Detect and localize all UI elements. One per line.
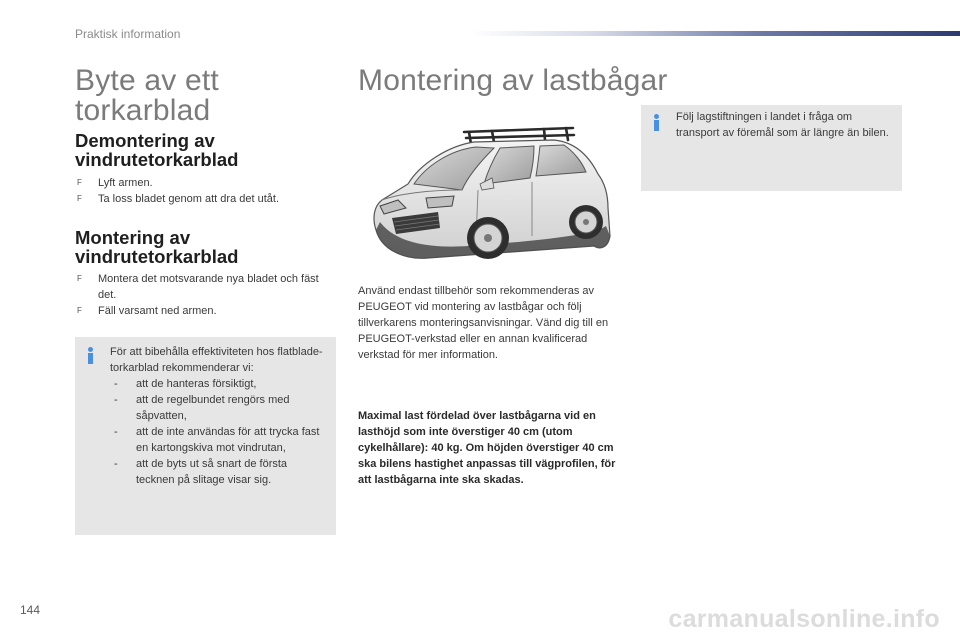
- list-item: - att de byts ut så snart de första tecknen på slitage visar sig.: [114, 458, 288, 486]
- wiper-info-intro: För att bibehålla effektiviteten hos flatblade-torkarblad rekommenderar vi:: [110, 346, 323, 374]
- mounting-steps: [75, 271, 335, 319]
- wiper-info-box: [75, 337, 336, 535]
- removal-heading: Demontering av vindrutetorkarblad: [75, 130, 239, 170]
- car-with-roof-bars-illustration: [368, 118, 618, 270]
- header-section-title: Praktisk information: [75, 27, 181, 41]
- right-page-title: Montering av lastbågar: [358, 64, 668, 97]
- info-icon: [651, 114, 663, 132]
- wiper-info-list: [110, 376, 328, 488]
- page-number: 144: [20, 603, 41, 617]
- bullet-icon: F: [77, 306, 82, 315]
- transport-info-box: [641, 105, 902, 191]
- removal-steps: [75, 175, 335, 207]
- bullet-icon: F: [77, 178, 82, 187]
- bullet-icon: F: [77, 194, 82, 203]
- list-item: - att de regelbundet rengörs med såpvatten,: [114, 394, 290, 422]
- watermark: carmanualsonline.info: [668, 605, 940, 633]
- max-load-warning: Maximal last fördelad över lastbågarna vid en lasthöjd som inte överstiger 40 cm (utom cykelhållare): 40 kg. Om höjden överstiger 40 cm ska bilens hastighet anpassas till vägprofilen, för att lastbågarna inte ska skadas.: [358, 410, 616, 486]
- info-icon: [85, 347, 97, 365]
- header-bar: [470, 31, 960, 36]
- transport-info-text: Följ lagstiftningen i landet i fråga om transport av föremål som är längre än bilen.: [676, 111, 889, 139]
- bullet-icon: F: [77, 274, 82, 283]
- mounting-heading: Montering av vindrutetorkarblad: [75, 227, 239, 267]
- list-item: F Ta loss bladet genom att dra det utåt.: [77, 193, 280, 205]
- left-page-title: Byte av ett torkarblad: [75, 64, 219, 127]
- list-item: - att de hanteras försiktigt,: [114, 378, 257, 390]
- wiper-info-text: [110, 344, 328, 488]
- list-item: - att de inte användas för att trycka fast en kartongskiva mot vindrutan,: [114, 426, 320, 454]
- list-item: F Montera det motsvarande nya bladet och fäst det.: [77, 273, 319, 301]
- accessory-paragraph: Använd endast tillbehör som rekommenderas av PEUGEOT vid montering av lastbågar och följ tillverkarens monteringsanvisningar. Vänd dig till en PEUGEOT-verkstad eller en annan kvalificerad verkstad för mer information.: [358, 285, 609, 361]
- list-item: F Fäll varsamt ned armen.: [77, 305, 217, 317]
- list-item: F Lyft armen.: [77, 177, 153, 189]
